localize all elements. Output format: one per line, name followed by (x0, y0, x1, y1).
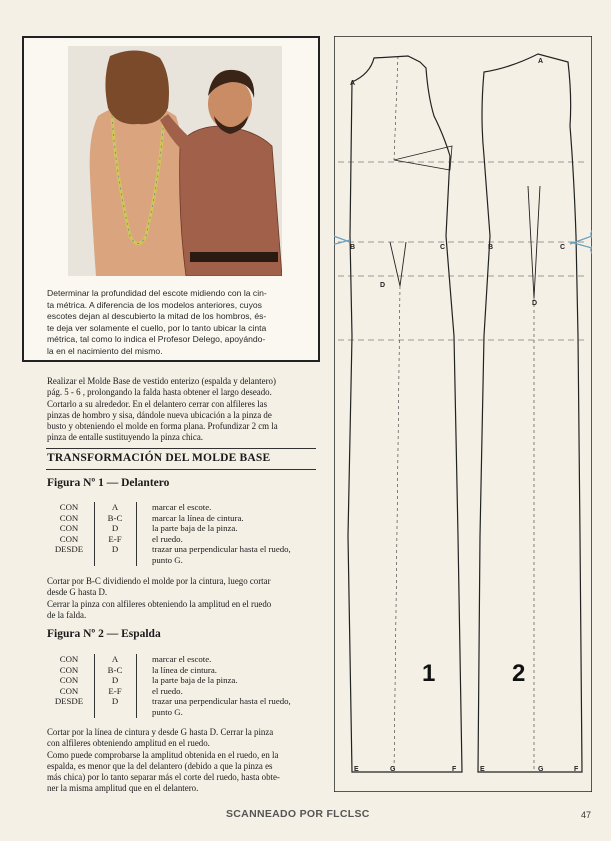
back-label-e: E (480, 766, 485, 773)
back-label-g: G (538, 766, 544, 773)
front-label-c: C (440, 244, 446, 251)
step-points: A (111, 654, 119, 664)
front-piece-number: 1 (422, 660, 436, 687)
caption-line: la en el nacimiento del mismo. (47, 345, 163, 356)
caption-line: Determinar la profundidad del escote midiendo con la cin- (47, 288, 267, 298)
photo-caption (47, 288, 309, 358)
back-piece-number: 2 (512, 660, 526, 687)
step-points: E-F (108, 533, 122, 544)
figure2-title: Figura Nº 2 — Espalda (47, 628, 161, 640)
front-label-f: F (452, 766, 457, 773)
intro-paragraph (47, 376, 278, 444)
front-waist-dart (390, 242, 406, 286)
step-points: E-F (108, 685, 122, 696)
figure1-steps (46, 502, 316, 566)
caption-line: escotes dejan al descubierto la mitad de los hombros, és- (47, 311, 267, 322)
pattern-diagram (334, 36, 592, 792)
caption-line: ta métrica. A diferencia de los modelos anteriores, cuyos (47, 299, 262, 310)
step-keyword: CON (59, 512, 79, 523)
figure1-line: de la falda. (47, 609, 87, 620)
step-row (46, 654, 316, 665)
intro-line: busto y obteniendo el molde en forma plana. Profundizar 2 cm la (47, 421, 278, 432)
figure2-text (47, 727, 280, 795)
back-label-f: F (574, 766, 579, 773)
step-desc: la parte baja de la pinza. (152, 523, 238, 534)
page-number: 47 (581, 810, 592, 820)
step-desc: marcar el escote. (152, 502, 212, 512)
section-rule-top (46, 448, 316, 449)
intro-line: Cortarlo a su alrededor. En el delantero cerrar con alfileres las (47, 398, 268, 409)
figure1-line: Cerrar la pinza con alfileres obteniendo la amplitud en el ruedo (47, 598, 272, 609)
step-desc: punto G. (152, 706, 183, 717)
back-label-d: D (532, 300, 538, 307)
step-keyword: CON (59, 523, 79, 534)
step-points: D (111, 523, 119, 534)
step-desc: el ruedo. (152, 685, 183, 696)
step-points: B-C (107, 664, 123, 675)
step-keyword: DESDE (54, 696, 84, 707)
step-row (46, 665, 316, 676)
front-label-b: B (350, 244, 356, 251)
intro-line: Realizar el Molde Base de vestido enterizo (espalda y delantero) (47, 376, 276, 386)
step-row (46, 707, 316, 718)
figure1-text (47, 576, 271, 621)
step-row (46, 534, 316, 545)
figure1-line: Cortar por B-C dividiendo el molde por la cintura, luego cortar (47, 576, 271, 586)
step-keyword: CON (59, 533, 79, 544)
step-keyword: DESDE (54, 544, 84, 555)
photo-fitting-illustration (68, 46, 282, 276)
back-label-a: A (538, 58, 544, 65)
step-keyword: CON (59, 685, 79, 696)
step-keyword: CON (59, 654, 79, 664)
front-label-g: G (390, 766, 396, 773)
step-row (46, 675, 316, 686)
front-label-e: E (354, 766, 359, 773)
figure2-line: espalda, es menor que la del delantero (debido a que la pinza es (47, 760, 273, 771)
figure1-title: Figura Nº 1 — Delantero (47, 477, 170, 489)
intro-line: pinzas de hombro y sisa, dándole nueva ubicación a la pinza de (47, 409, 272, 420)
step-keyword: CON (59, 675, 79, 686)
front-bust-dart (394, 146, 452, 170)
figure2-steps (46, 654, 316, 718)
front-label-a: A (350, 80, 356, 87)
step-keyword: CON (59, 664, 79, 675)
step-row (46, 502, 316, 513)
intro-line: pinza de entalle sustituyendo la pinza chica. (47, 432, 203, 443)
step-desc: el ruedo. (152, 533, 183, 544)
step-desc: la parte baja de la pinza. (152, 675, 238, 686)
pattern-frame (334, 36, 592, 792)
scan-credit: SCANNEADO POR FLCLSC (226, 808, 370, 820)
section-rule-bottom (46, 469, 316, 470)
step-desc: la línea de cintura. (152, 664, 217, 675)
figure2-line: más chica) por lo tanto separar más el corte del ruedo, hasta obte- (47, 772, 280, 783)
figure2-line: con alfileres obteniendo amplitud en el ruedo. (47, 738, 210, 749)
front-grain-line (394, 56, 398, 160)
step-keyword: CON (59, 502, 79, 512)
figure2-line: Cortar por la línea de cintura y desde G hasta D. Cerrar la pinza (47, 727, 274, 737)
step-desc: punto G. (152, 554, 183, 565)
figure2-line: Como puede comprobarse la amplitud obtenida en el ruedo, en la (47, 749, 279, 760)
step-desc: trazar una perpendicular hasta el ruedo, (152, 696, 291, 707)
step-desc: trazar una perpendicular hasta el ruedo, (152, 544, 291, 555)
step-row (46, 555, 316, 566)
intro-line: pág. 5 - 6 , prolongando la falda hasta obtener el largo deseado. (47, 387, 272, 398)
step-row (46, 523, 316, 534)
photo-panel (22, 36, 320, 362)
step-points: D (111, 544, 119, 555)
scissors-icon-left (334, 227, 350, 253)
front-cut-line (394, 286, 400, 772)
step-row (46, 544, 316, 555)
step-row (46, 696, 316, 707)
pattern-diagram-svg (334, 36, 592, 792)
step-points: D (111, 696, 119, 707)
figure1-line: desde G hasta D. (47, 587, 108, 598)
front-label-d: D (380, 282, 386, 289)
step-points: D (111, 675, 119, 686)
step-desc: marcar el escote. (152, 654, 212, 664)
back-label-b: B (488, 244, 494, 251)
back-label-c: C (560, 244, 566, 251)
step-row (46, 513, 316, 524)
figure2-line: ner la misma amplitud que en el delantero. (47, 783, 199, 794)
front-pattern-outline (348, 56, 462, 772)
section-title: TRANSFORMACIÓN DEL MOLDE BASE (47, 452, 271, 464)
caption-line: te deja ver solamente el cuello, por lo tanto ubicar la cinta (47, 322, 267, 333)
step-row (46, 686, 316, 697)
step-desc: marcar la línea de cintura. (152, 512, 244, 523)
step-points: A (111, 502, 119, 512)
step-points: B-C (107, 512, 123, 523)
caption-line: métrica, tal como lo indica el Profesor Delego, apoyándo- (47, 334, 266, 345)
